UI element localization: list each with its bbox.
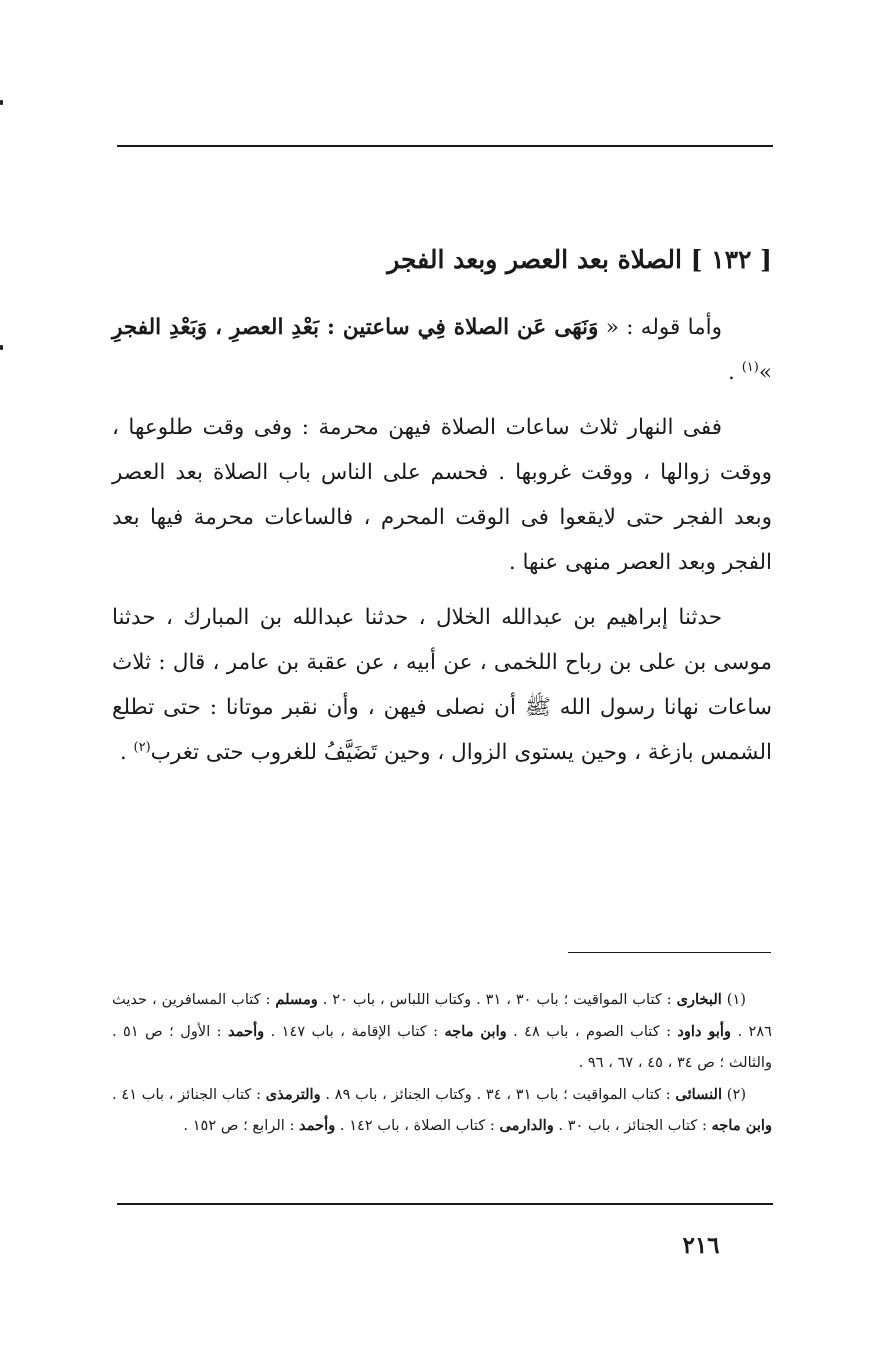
source-name: وأبو داود [677, 1022, 732, 1040]
footnote-text: : الرابع ؛ ص ١٥٢ . [183, 1117, 300, 1134]
paragraph-2: ففى النهار ثلاث ساعات الصلاة فيهن محرمة : وفى وقت طلوعها ، ووقت زوالها ، ووقت غروبها . فحسم على الناس باب الصلاة بعد العصر وبعد الفجر حتى لايقعوا فى الوقت المحرم ، فالساعات محرمة فيها بعد الفجر وبعد العصر منهى عنها . [112, 415, 772, 575]
source-name: والترمذى [265, 1085, 321, 1103]
header-rule [117, 145, 773, 147]
footnote-2 [112, 1079, 772, 1142]
scan-mark [0, 345, 3, 350]
source-name: البخارى [676, 991, 722, 1008]
footnote-text: : كتاب المسافرين ، حديث ٢٨٦ . [112, 991, 773, 1040]
source-name: وأحمد [227, 1022, 265, 1040]
paragraph-1-end: . [728, 360, 742, 385]
footnote-text: : كتاب الجنائز ، باب ٣٠ . [553, 1117, 712, 1134]
source-name: والدارمى [499, 1117, 554, 1134]
paragraph-1-intro: وأما قوله : « [598, 315, 722, 340]
paragraph-3 [112, 595, 772, 775]
hadith-quote: وَنَهَى عَن الصلاة فِي ساعتين : بَعْدِ العصرِ ، وَبَعْدِ الفجرِ [112, 315, 599, 340]
source-name: وابن ماجه [711, 1117, 772, 1134]
footnotes [112, 984, 772, 1142]
footnote-ref-1[interactable]: (١) [741, 359, 759, 375]
footnote-text: : كتاب الإقامة ، باب ١٤٧ . [264, 1022, 445, 1040]
chapter-title: [ ١٣٢ ] الصلاة بعد العصر وبعد الفجر [387, 245, 772, 274]
paragraph-3-end: . [119, 740, 134, 765]
footnote-text: : كتاب الصلاة ، باب ١٤٢ . [335, 1117, 500, 1134]
footnote-number: (٢) [722, 1085, 747, 1103]
footnote-text: : كتاب المواقيت ؛ باب ٣٠ ، ٣١ . وكتاب اللباس ، باب ٢٠ . [317, 991, 677, 1008]
source-name: وأحمد [299, 1117, 336, 1134]
quote-close: » [758, 360, 772, 385]
source-name: النسائى [675, 1085, 723, 1103]
footnote-text: : كتاب الجنائز ، باب ٤١ . [112, 1085, 266, 1103]
footnote-number: (١) [721, 991, 746, 1008]
source-name: وابن ماجه [444, 1022, 507, 1040]
footer-rule [117, 1203, 773, 1205]
footnote-text: : كتاب الصوم ، باب ٤٨ . [506, 1022, 678, 1040]
footnote-text: : الأول ؛ ص ٥١ . والثالث ؛ ص ٣٤ ، ٤٥ ، ٦٧ ، ٩٦ . [112, 1022, 772, 1071]
page-number: ٢١٦ [682, 1232, 720, 1259]
scan-mark [0, 100, 3, 105]
footnote-separator [568, 952, 771, 953]
footnote-1 [112, 984, 772, 1079]
paragraph-3-text: حدثنا إبراهيم بن عبدالله الخلال ، حدثنا عبدالله بن المبارك ، حدثنا موسى بن على بن رباح اللخمى ، عن أبيه ، عن عقبة بن عامر ، قال : ثلاث ساعات نهانا رسول الله ﷺ أن نصلى فيهن ، وأن نقبر موتانا : حتى تطلع الشمس بازغة ، وحين يستوى الزوال ، وحين تَضَيَّفُ للغروب حتى تغرب [112, 605, 772, 765]
paragraph-1 [112, 305, 772, 395]
footnote-text: : كتاب المواقيت ؛ باب ٣١ ، ٣٤ . وكتاب الجنائز ، باب ٨٩ . [320, 1085, 676, 1103]
footnote-ref-2[interactable]: (٢) [133, 739, 151, 755]
source-name: ومسلم [275, 991, 318, 1008]
